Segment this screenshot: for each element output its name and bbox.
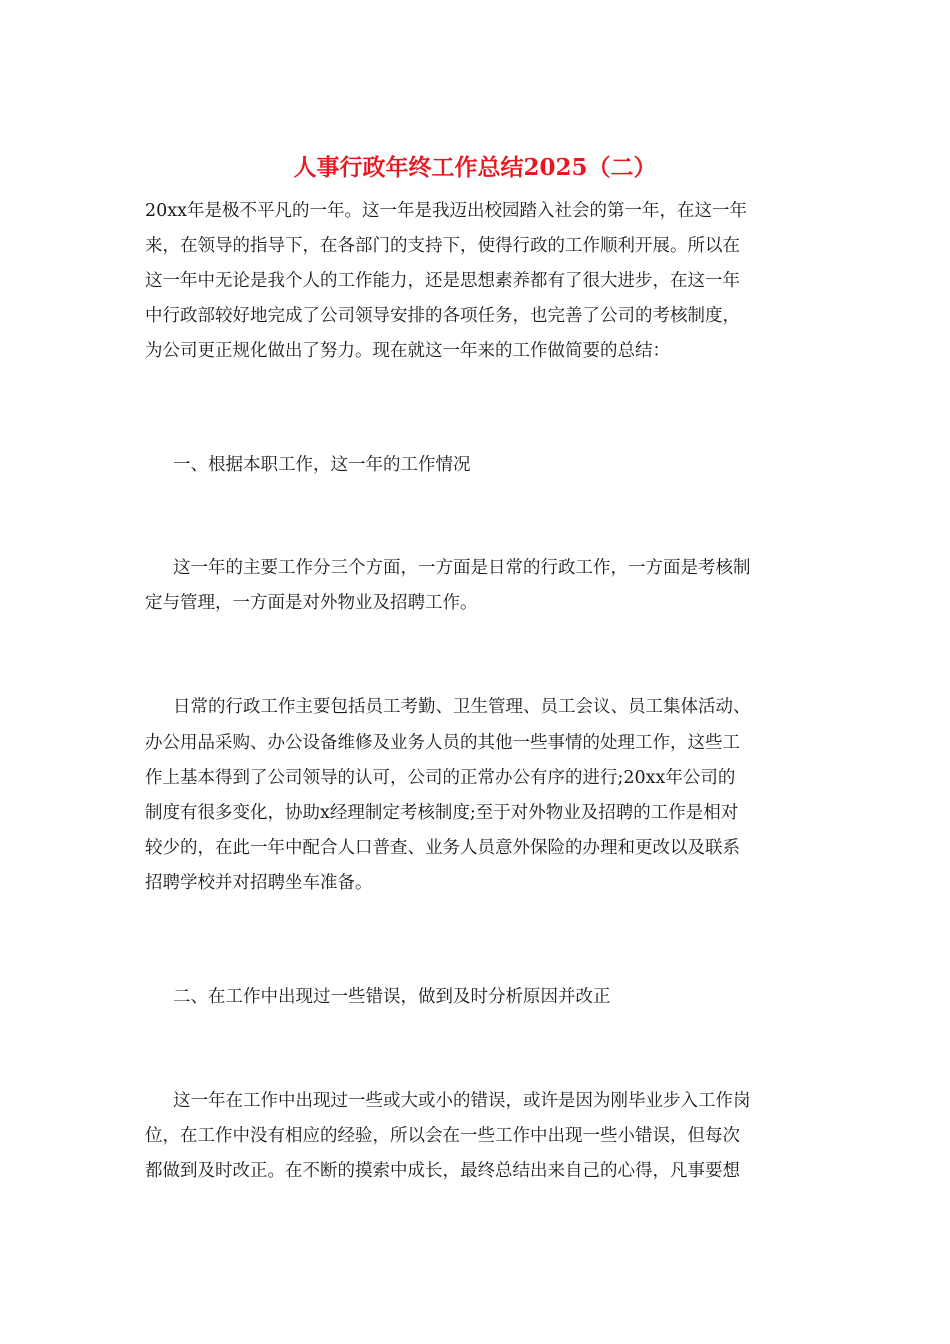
body-line: 这一年中无论是我个人的工作能力，还是思想素养都有了很大进步，在这一年 (145, 271, 740, 291)
body-line: 招聘学校并对招聘坐车准备。 (145, 873, 373, 893)
body-line: 都做到及时改正。在不断的摸索中成长，最终总结出来自己的心得，凡事要想 (145, 1161, 740, 1181)
section-heading: 二、在工作中出现过一些错误，做到及时分析原因并改正 (173, 987, 611, 1007)
body-line: 这一年在工作中出现过一些或大或小的错误，或许是因为刚毕业步入工作岗 (173, 1091, 751, 1111)
body-line: 来，在领导的指导下，在各部门的支持下，使得行政的工作顺利开展。所以在 (145, 236, 740, 256)
body-line: 20xx年是极不平凡的一年。这一年是我迈出校园踏入社会的第一年，在这一年 (145, 201, 748, 221)
body-line: 日常的行政工作主要包括员工考勤、卫生管理、员工会议、员工集体活动、 (173, 697, 751, 717)
body-line: 中行政部较好地完成了公司领导安排的各项任务，也完善了公司的考核制度， (145, 306, 740, 326)
body-line: 作上基本得到了公司领导的认可，公司的正常办公有序的进行;20xx年公司的 (145, 768, 736, 788)
body-line: 为公司更正规化做出了努力。现在就这一年来的工作做简要的总结： (145, 341, 670, 361)
body-line: 定与管理，一方面是对外物业及招聘工作。 (145, 593, 478, 613)
body-line: 制度有很多变化，协助x经理制定考核制度;至于对外物业及招聘的工作是相对 (145, 803, 739, 823)
document-title: 人事行政年终工作总结2025（二） (293, 154, 657, 181)
body-line: 这一年的主要工作分三个方面，一方面是日常的行政工作，一方面是考核制 (173, 558, 751, 578)
section-heading: 一、根据本职工作，这一年的工作情况 (173, 455, 471, 475)
body-line: 办公用品采购、办公设备维修及业务人员的其他一些事情的处理工作，这些工 (145, 733, 740, 753)
body-line: 位，在工作中没有相应的经验，所以会在一些工作中出现一些小错误，但每次 (145, 1126, 740, 1146)
body-line: 较少的，在此一年中配合人口普查、业务人员意外保险的办理和更改以及联系 (145, 838, 740, 858)
